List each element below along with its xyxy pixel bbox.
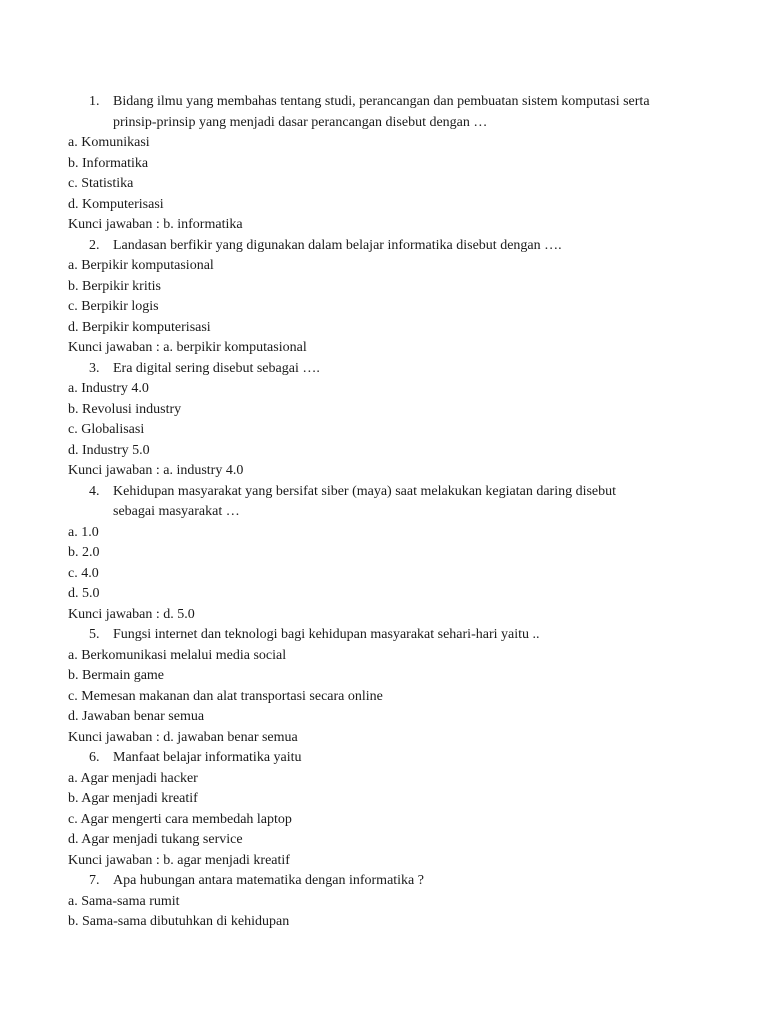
question-text: sebagai masyarakat … — [113, 504, 240, 519]
question-number: 4. — [89, 483, 100, 499]
answer-option: d. Jawaban benar semua — [68, 709, 205, 724]
question-line — [0, 92, 768, 113]
question-text: Landasan berfikir yang digunakan dalam belajar informatika disebut dengan …. — [113, 237, 562, 253]
question-block — [0, 236, 768, 359]
answer-key: Kunci jawaban : a. industry 4.0 — [68, 463, 244, 478]
answer-key: Kunci jawaban : d. 5.0 — [68, 606, 195, 622]
question-block — [0, 871, 768, 933]
answer-option: b. Berpikir kritis — [68, 278, 161, 294]
question-line — [0, 625, 768, 646]
answer-option: a. 1.0 — [68, 524, 99, 540]
answer-option: a. Sama-sama rumit — [68, 893, 180, 909]
answer-option: c. Globalisasi — [68, 422, 145, 437]
question-text: Era digital sering disebut sebagai …. — [113, 360, 320, 376]
question-line — [0, 482, 768, 503]
answer-option: d. Agar menjadi tukang service — [68, 832, 243, 847]
question-number: 3. — [89, 360, 100, 376]
answer-option: a. Komunikasi — [68, 135, 150, 150]
answer-option: b. Sama-sama dibutuhkan di kehidupan — [68, 914, 290, 929]
question-block — [0, 92, 768, 236]
answer-option: d. 5.0 — [68, 586, 100, 601]
document-page — [0, 92, 768, 933]
answer-option: c. Berpikir logis — [68, 299, 159, 314]
answer-option: c. 4.0 — [68, 565, 99, 581]
question-line — [0, 871, 768, 892]
answer-option: d. Berpikir komputerisasi — [68, 319, 211, 335]
question-line — [0, 359, 768, 380]
answer-key: Kunci jawaban : d. jawaban benar semua — [68, 729, 298, 745]
question-block — [0, 748, 768, 871]
answer-key: Kunci jawaban : b. agar menjadi kreatif — [68, 852, 290, 868]
question-line — [0, 113, 768, 134]
question-line — [0, 502, 768, 523]
answer-option: d. Komputerisasi — [68, 196, 164, 212]
answer-option: a. Berkomunikasi melalui media social — [68, 647, 287, 663]
answer-key: Kunci jawaban : b. informatika — [68, 217, 243, 232]
question-text: Fungsi internet dan teknologi bagi kehidupan masyarakat sehari-hari yaitu .. — [113, 627, 540, 642]
question-number: 1. — [89, 94, 100, 109]
question-number: 5. — [89, 627, 100, 642]
answer-option: b. 2.0 — [68, 545, 100, 560]
answer-option: c. Statistika — [68, 176, 134, 191]
answer-option: a. Agar menjadi hacker — [68, 770, 198, 786]
question-text: Manfaat belajar informatika yaitu — [113, 750, 302, 765]
answer-option: b. Agar menjadi kreatif — [68, 791, 198, 806]
question-line — [0, 748, 768, 769]
answer-option: a. Berpikir komputasional — [68, 258, 214, 273]
question-text: Kehidupan masyarakat yang bersifat siber (maya) saat melakukan kegiatan daring disebut — [113, 483, 617, 499]
question-text: Apa hubungan antara matematika dengan informatika ? — [113, 873, 424, 888]
question-block — [0, 482, 768, 626]
answer-option: b. Informatika — [68, 155, 149, 171]
answer-option: b. Revolusi industry — [68, 401, 182, 417]
question-number: 7. — [89, 873, 100, 888]
answer-option: b. Bermain game — [68, 668, 165, 683]
question-text: prinsip-prinsip yang menjadi dasar perancangan disebut dengan … — [113, 114, 488, 130]
answer-option: c. Agar mengerti cara membedah laptop — [68, 811, 292, 827]
answer-option: a. Industry 4.0 — [68, 381, 149, 396]
question-block — [0, 625, 768, 748]
question-text: Bidang ilmu yang membahas tentang studi, perancangan dan pembuatan sistem komputasi serta — [113, 94, 650, 109]
answer-option: c. Memesan makanan dan alat transportasi secara online — [68, 688, 383, 704]
question-line — [0, 236, 768, 257]
question-number: 6. — [89, 750, 100, 765]
question-number: 2. — [89, 237, 100, 253]
question-block — [0, 359, 768, 482]
answer-key: Kunci jawaban : a. berpikir komputasional — [68, 340, 307, 355]
answer-option: d. Industry 5.0 — [68, 442, 150, 458]
